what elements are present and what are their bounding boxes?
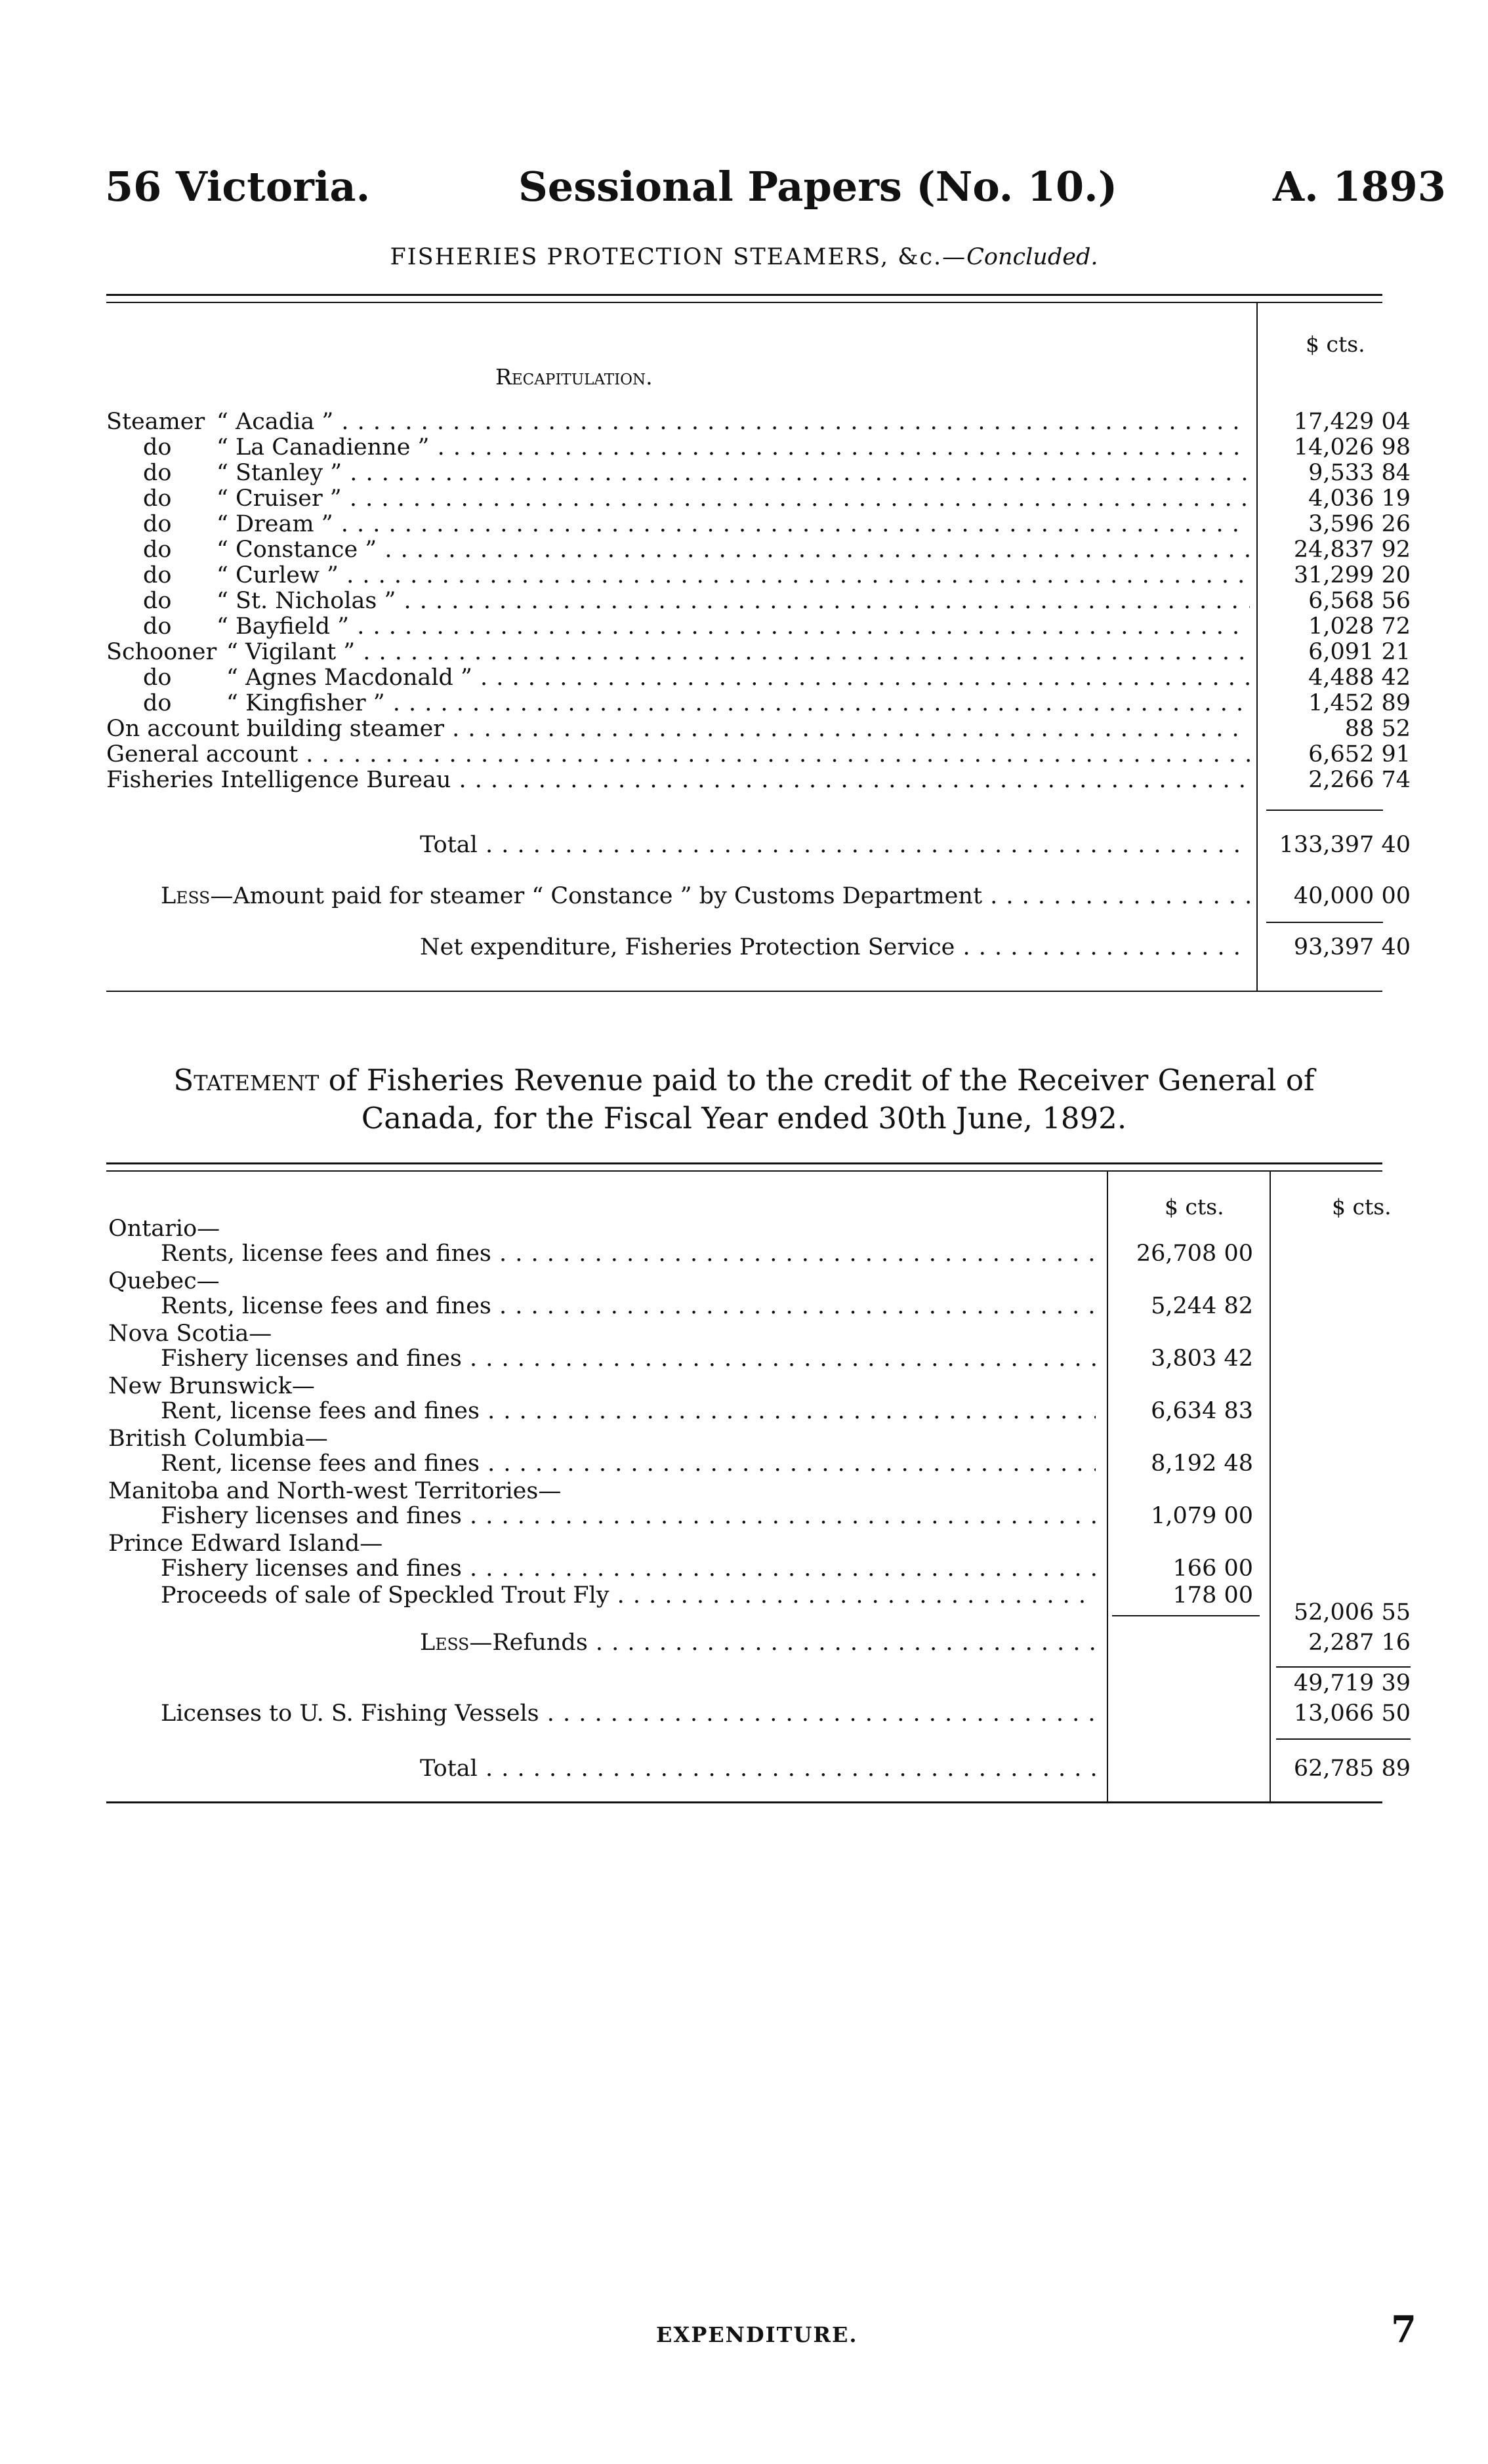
recap-less-row bbox=[0, 883, 1488, 909]
statement-row bbox=[0, 1345, 1488, 1372]
recap-row-label: General account . . . bbox=[106, 741, 1250, 768]
recap-row-value: 6,091 21 bbox=[1308, 639, 1411, 665]
recap-row-label: “ Agnes Macdonald ” . . . bbox=[226, 665, 1250, 691]
recap-bottom-rule bbox=[106, 991, 1382, 992]
statement-row-value: 6,634 83 bbox=[1151, 1398, 1253, 1424]
statement-top-rule-2 bbox=[106, 1170, 1382, 1172]
recap-row bbox=[0, 434, 1488, 461]
recap-row-value: 17,429 04 bbox=[1293, 409, 1411, 435]
recap-less-text: —Amount paid for steamer “ Constance ” by Customs Department bbox=[210, 883, 983, 909]
recap-row-value: 1,452 89 bbox=[1308, 690, 1411, 716]
recap-row bbox=[0, 588, 1488, 614]
header-year: A. 1893 bbox=[1273, 163, 1446, 211]
recap-row-label: Fisheries Intelligence Bureau . . . bbox=[106, 767, 1250, 793]
statement-row-label: Fishery licenses and fines . . . bbox=[161, 1345, 1096, 1372]
recap-row-prefix: do bbox=[143, 537, 172, 563]
statement-row-value: 1,079 00 bbox=[1151, 1503, 1253, 1529]
statement-col2-head: $ cts. bbox=[1332, 1194, 1392, 1220]
recap-row-label: “ Acadia ” . . . bbox=[217, 409, 1250, 435]
statement-province: New Brunswick— bbox=[108, 1373, 315, 1399]
recap-row-prefix: do bbox=[143, 665, 172, 691]
recap-column-head: $ cts. bbox=[1306, 331, 1365, 357]
recap-row bbox=[0, 665, 1488, 691]
recap-row-value: 1,028 72 bbox=[1308, 613, 1411, 640]
subtitle-italic: Concluded. bbox=[966, 244, 1098, 270]
recap-top-rule-2 bbox=[106, 302, 1382, 303]
recap-row bbox=[0, 409, 1488, 435]
statement-total-label: Total . . . bbox=[420, 1756, 1096, 1782]
recap-row-label: “ La Canadienne ” . . . bbox=[217, 434, 1250, 461]
recap-row-value: 6,568 56 bbox=[1308, 588, 1411, 614]
statement-row bbox=[0, 1450, 1488, 1477]
statement-after-refunds-value: 49,719 39 bbox=[1293, 1670, 1411, 1696]
statement-row-value: 5,244 82 bbox=[1151, 1293, 1253, 1319]
recap-row-prefix: Steamer bbox=[106, 409, 205, 435]
recap-net-rule bbox=[1266, 922, 1383, 923]
statement-row bbox=[0, 1398, 1488, 1424]
subtitle-main: FISHERIES PROTECTION STEAMERS, &c.— bbox=[390, 244, 967, 270]
recap-row-value: 9,533 84 bbox=[1308, 460, 1411, 486]
recap-row-prefix: do bbox=[143, 588, 172, 614]
recap-row bbox=[0, 511, 1488, 537]
statement-province: Quebec— bbox=[108, 1268, 220, 1294]
statement-row-label: Rent, license fees and fines . . . bbox=[161, 1398, 1096, 1424]
recap-top-rule bbox=[106, 294, 1382, 296]
recap-row bbox=[0, 741, 1488, 768]
recap-row-prefix: do bbox=[143, 434, 172, 461]
statement-row bbox=[0, 1503, 1488, 1529]
statement-row-label: Rents, license fees and fines . . . bbox=[161, 1293, 1096, 1319]
statement-subtotal-value: 52,006 55 bbox=[1293, 1599, 1411, 1626]
recap-row-prefix: do bbox=[143, 460, 172, 486]
recap-row-label: “ Constance ” . . . bbox=[217, 537, 1250, 563]
recap-row-value: 4,488 42 bbox=[1308, 665, 1411, 691]
recap-row-label: “ Stanley ” . . . bbox=[217, 460, 1250, 486]
recap-row-value: 24,837 92 bbox=[1293, 537, 1411, 563]
recap-row-value: 3,596 26 bbox=[1308, 511, 1411, 537]
statement-subtotal-row bbox=[0, 1599, 1488, 1626]
recap-sum-rule bbox=[1266, 810, 1383, 811]
recap-less-label bbox=[161, 883, 1250, 909]
recap-row-value: 14,026 98 bbox=[1293, 434, 1411, 461]
recap-row-prefix: do bbox=[143, 485, 172, 512]
recap-title: Recapitulation. bbox=[495, 364, 653, 390]
footer-catchword: EXPENDITURE. bbox=[656, 2322, 858, 2347]
recap-row-label: “ Vigilant ” . . . bbox=[226, 639, 1250, 665]
statement-after-refunds-row bbox=[0, 1670, 1488, 1696]
statement-title-word: Statement bbox=[173, 1063, 320, 1098]
statement-row-label: Rents, license fees and fines . . . bbox=[161, 1241, 1096, 1267]
recap-total-label: Total . . . bbox=[420, 832, 1250, 858]
recap-row bbox=[0, 460, 1488, 486]
statement-col1-head: $ cts. bbox=[1165, 1194, 1224, 1220]
header-title: Sessional Papers (No. 10.) bbox=[518, 163, 1118, 211]
recap-row-prefix: do bbox=[143, 690, 172, 716]
recap-row-label: “ Dream ” . . . bbox=[217, 511, 1250, 537]
statement-refunds-value: 2,287 16 bbox=[1308, 1630, 1411, 1656]
recap-row bbox=[0, 613, 1488, 640]
statement-title-line-2: Canada, for the Fiscal Year ended 30th June, 1892. bbox=[361, 1101, 1127, 1136]
statement-row-label: Fishery licenses and fines . . . bbox=[161, 1555, 1096, 1582]
recap-row-label: “ Kingfisher ” . . . bbox=[226, 690, 1250, 716]
recap-less-word: Less bbox=[161, 883, 211, 909]
page-number: 7 bbox=[1391, 2308, 1416, 2351]
recap-row bbox=[0, 716, 1488, 742]
recap-row-value: 31,299 20 bbox=[1293, 562, 1411, 588]
recap-row bbox=[0, 639, 1488, 665]
recap-net-value: 93,397 40 bbox=[1293, 934, 1411, 960]
recap-total-value: 133,397 40 bbox=[1279, 832, 1411, 858]
statement-trout-label: Proceeds of sale of Speckled Trout Fly . . . bbox=[161, 1582, 1096, 1609]
recap-row bbox=[0, 562, 1488, 588]
header-session: 56 Victoria. bbox=[105, 163, 371, 211]
statement-row bbox=[0, 1555, 1488, 1582]
statement-us-row bbox=[0, 1700, 1488, 1727]
recap-row bbox=[0, 690, 1488, 716]
recap-total-row bbox=[0, 832, 1488, 858]
statement-col2-rule-1 bbox=[1276, 1666, 1411, 1668]
recap-row-prefix: do bbox=[143, 613, 172, 640]
statement-row-label: Fishery licenses and fines . . . bbox=[161, 1503, 1096, 1529]
recap-row-value: 88 52 bbox=[1344, 716, 1411, 742]
statement-refunds-row bbox=[0, 1630, 1488, 1656]
statement-us-label: Licenses to U. S. Fishing Vessels . . . bbox=[161, 1700, 1096, 1727]
statement-title-text: of Fisheries Revenue paid to the credit of the Receiver General of bbox=[319, 1063, 1315, 1098]
statement-bottom-rule bbox=[106, 1801, 1382, 1803]
recap-row bbox=[0, 767, 1488, 793]
statement-top-rule bbox=[106, 1162, 1382, 1164]
recap-row-label: “ St. Nicholas ” . . . bbox=[217, 588, 1250, 614]
statement-province: Prince Edward Island— bbox=[108, 1530, 383, 1557]
statement-row-value: 8,192 48 bbox=[1151, 1450, 1253, 1477]
recap-row-prefix: do bbox=[143, 562, 172, 588]
statement-row-label: Rent, license fees and fines . . . bbox=[161, 1450, 1096, 1477]
recap-net-label: Net expenditure, Fisheries Protection Service . . . bbox=[420, 934, 1250, 960]
recap-row-value: 4,036 19 bbox=[1308, 485, 1411, 512]
statement-row bbox=[0, 1293, 1488, 1319]
statement-province: Manitoba and North-west Territories— bbox=[108, 1478, 562, 1504]
recap-row-label: On account building steamer . . . bbox=[106, 716, 1250, 742]
recap-row bbox=[0, 485, 1488, 512]
statement-row-value: 3,803 42 bbox=[1151, 1345, 1253, 1372]
statement-total-row bbox=[0, 1756, 1488, 1782]
recap-row-label: “ Cruiser ” . . . bbox=[217, 485, 1250, 512]
recap-row-value: 2,266 74 bbox=[1308, 767, 1411, 793]
recap-row-label: “ Bayfield ” . . . bbox=[217, 613, 1250, 640]
statement-province: Nova Scotia— bbox=[108, 1321, 272, 1347]
statement-row bbox=[0, 1241, 1488, 1267]
recap-row-value: 6,652 91 bbox=[1308, 741, 1411, 768]
statement-trout-value: 178 00 bbox=[1172, 1582, 1253, 1609]
recap-row-label: “ Curlew ” . . . bbox=[217, 562, 1250, 588]
statement-col2-rule-2 bbox=[1276, 1738, 1411, 1740]
statement-row-value: 26,708 00 bbox=[1136, 1241, 1253, 1267]
statement-refunds-label bbox=[420, 1630, 1096, 1656]
statement-refunds-text: —Refunds bbox=[469, 1630, 588, 1656]
statement-total-value: 62,785 89 bbox=[1293, 1756, 1411, 1782]
recap-row-prefix: Schooner bbox=[106, 639, 217, 665]
recap-less-value: 40,000 00 bbox=[1293, 883, 1411, 909]
statement-us-value: 13,066 50 bbox=[1293, 1700, 1411, 1727]
recap-net-row bbox=[0, 934, 1488, 960]
statement-province: British Columbia— bbox=[108, 1426, 328, 1452]
recap-row-prefix: do bbox=[143, 511, 172, 537]
statement-row-value: 166 00 bbox=[1172, 1555, 1253, 1582]
recap-row bbox=[0, 537, 1488, 563]
statement-less-word: Less bbox=[420, 1630, 470, 1656]
page-subtitle bbox=[0, 244, 1488, 270]
statement-title-line-1 bbox=[0, 1061, 1488, 1099]
statement-province: Ontario— bbox=[108, 1216, 220, 1242]
